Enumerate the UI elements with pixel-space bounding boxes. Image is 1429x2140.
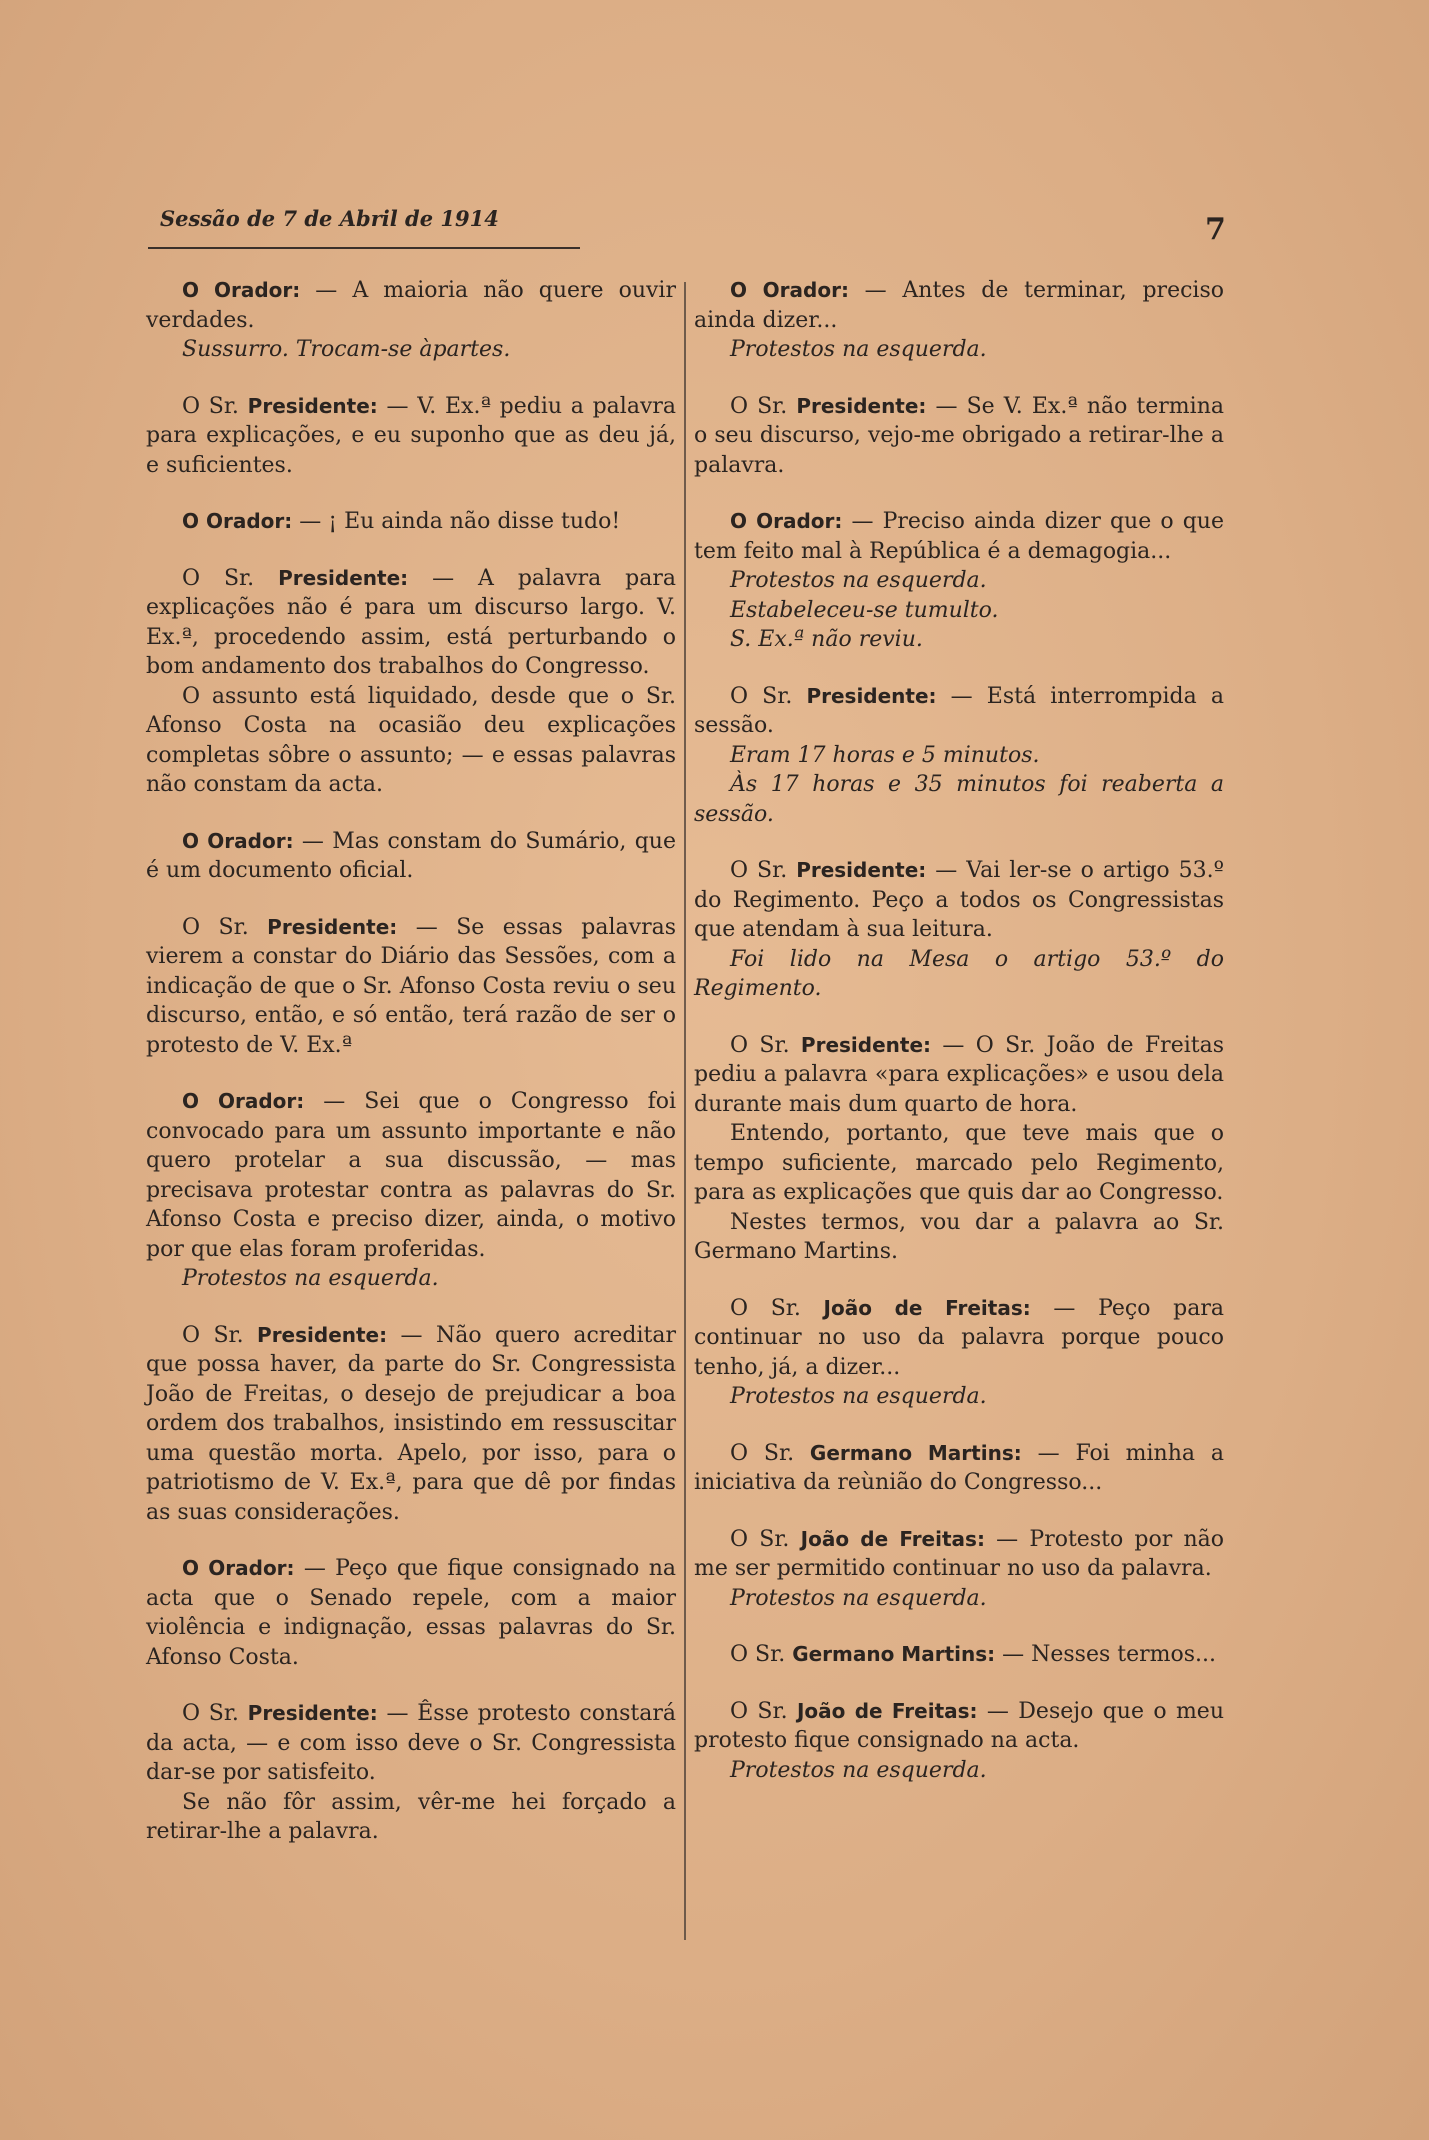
stage-direction: Protestos na esquerda. (730, 1757, 987, 1783)
speaker-name: Germano Martins: (792, 1642, 996, 1666)
speaker-name: Germano Martins: (809, 1440, 1022, 1465)
speech-text: — Foi minha a iniciativa da reùnião do Congresso... (694, 1440, 1224, 1495)
speech-paragraph (694, 276, 1224, 335)
speaker-prefix: O Sr. (182, 565, 279, 591)
speech-paragraph (146, 1321, 676, 1528)
stage-direction: Foi lido na Mesa o artigo 53.º do Regimento. (694, 946, 1224, 1001)
stage-direction: S. Ex.ª não reviu. (730, 627, 923, 652)
speaker-prefix: O Sr. (182, 1701, 248, 1726)
speaker-prefix: O Sr. (730, 1698, 797, 1724)
column-divider (684, 282, 686, 1940)
speaker-prefix: O Sr. (730, 683, 807, 709)
speaker-prefix: O Sr. (730, 1032, 801, 1058)
speaker-name: Presidente: (247, 1701, 378, 1725)
speech-text: Nestes termos, vou dar a palavra ao Sr. Germano Martins. (694, 1209, 1224, 1264)
speech-text: — Nesses termos... (995, 1642, 1217, 1667)
speech-paragraph (694, 1525, 1224, 1584)
stage-direction: Às 17 horas e 35 minutos foi reaberta a sessão. (694, 772, 1224, 827)
speech-paragraph (146, 1699, 676, 1788)
speech-paragraph (146, 507, 676, 537)
speaker-name: O Orador: (182, 828, 294, 853)
stage-direction: Estabeleceu-se tumulto. (730, 597, 999, 623)
stage-direction: Protestos na esquerda. (182, 1266, 439, 1291)
session-header: Sessão de 7 de Abril de 1914 (160, 206, 499, 231)
speaker-prefix: O Sr. (730, 393, 797, 419)
speech-paragraph (146, 682, 676, 800)
speaker-prefix: O Sr. (182, 393, 248, 419)
speech-paragraph (146, 827, 676, 886)
stage-direction: Sussurro. Trocam-se àpartes. (182, 337, 511, 362)
speech-text: — Mas constam do Sumário, que é um documento oficial. (146, 828, 676, 883)
speech-paragraph (694, 507, 1224, 566)
speech-text: Se não fôr assim, vêr-me hei forçado a retirar-lhe a palavra. (146, 1789, 676, 1844)
speaker-prefix: O Sr. (182, 1322, 258, 1348)
speech-text: — ¡ Eu ainda não disse tudo! (292, 509, 621, 534)
speech-text: — Peço para continuar no uso da palavra porque pouco tenho, já, a dizer... (694, 1295, 1224, 1380)
speech-text: Entendo, portanto, que teve mais que o tempo suficiente, marcado pelo Regimento, para as explicações que quis dar ao Congresso. (694, 1121, 1224, 1205)
speech-paragraph (694, 1294, 1224, 1383)
speech-text: — Se V. Ex.ª não termina o seu discurso, vejo-me obrigado a retirar-lhe a palavra. (694, 393, 1224, 478)
speech-paragraph (146, 913, 676, 1061)
speaker-name: O Orador: (182, 278, 301, 302)
speech-text: O assunto está liquidado, desde que o Sr. Afonso Costa na ocasião deu explicações completas sôbre o assunto; — e essas palavras não constam da acta. (146, 683, 676, 797)
speech-text: — Está interrompida a sessão. (694, 683, 1224, 738)
speech-paragraph (694, 1119, 1224, 1208)
speech-text: — Antes de terminar, preciso ainda dizer... (694, 278, 1224, 333)
speaker-name: Presidente: (796, 393, 927, 418)
speech-text: — Desejo que o meu protesto fique consignado na acta. (694, 1698, 1224, 1753)
speaker-prefix: O Sr. (730, 1526, 801, 1552)
stage-direction: Eram 17 horas e 5 minutos. (730, 742, 1040, 768)
speech-paragraph (694, 1697, 1224, 1756)
left-column (146, 276, 676, 1874)
speech-paragraph (694, 392, 1224, 481)
speech-text: — V. Ex.ª pediu a palavra para explicações, e eu suponho que as deu já, e suficientes. (146, 393, 677, 478)
speech-paragraph (146, 1788, 676, 1847)
speech-paragraph (694, 682, 1224, 741)
speaker-name: O Orador: (182, 1556, 295, 1580)
speech-paragraph (146, 392, 676, 481)
page-number: 7 (1205, 212, 1226, 247)
speech-paragraph (146, 1554, 676, 1672)
speaker-name: Presidente: (247, 393, 378, 418)
speaker-name: Presidente: (796, 858, 927, 882)
right-column (694, 276, 1224, 1785)
speaker-name: O Orador: (730, 509, 843, 533)
speaker-prefix: O Sr. (730, 1642, 793, 1667)
speech-text: — Êsse protesto constará da acta, — e com isso deve o Sr. Congressista dar-se por satisfeito. (146, 1701, 677, 1785)
stage-direction: Protestos na esquerda. (730, 1585, 987, 1611)
speaker-name: Presidente: (278, 565, 409, 590)
speech-paragraph (694, 1640, 1224, 1670)
speech-text: — Não quero acreditar que possa haver, da parte do Sr. Congressista João de Freitas, o desejo de prejudicar a boa ordem dos trabalhos, insistindo em ressuscitar uma questão morta. Apelo, por isso, para o patriotismo de V. Ex.ª, para que dê por findas as suas considerações. (146, 1322, 676, 1525)
speaker-name: Presidente: (806, 683, 937, 708)
speech-text: — A maioria não quere ouvir verdades. (146, 278, 676, 333)
speech-text: — Vai ler-se o artigo 53.º do Regimento. Peço a todos os Congressistas que atendam à sua leitura. (694, 858, 1224, 942)
speaker-name: João de Freitas: (800, 1526, 985, 1551)
speaker-prefix: O Sr. (182, 914, 268, 940)
speaker-name: Presidente: (267, 914, 398, 939)
stage-direction: Protestos na esquerda. (730, 568, 987, 593)
speech-text: — A palavra para explicações não é para um discurso largo. V. Ex.ª, procedendo assim, está perturbando o bom andamento dos trabalhos do Congresso. (146, 565, 677, 679)
speaker-name: O Orador: (730, 278, 849, 302)
speech-paragraph (694, 1208, 1224, 1267)
speech-text: — Protesto por não me ser permitido continuar no uso da palavra. (694, 1526, 1224, 1581)
stage-direction: Protestos na esquerda. (730, 337, 987, 362)
speaker-name: Presidente: (800, 1032, 932, 1057)
speech-paragraph (694, 1031, 1224, 1120)
speech-text: — Peço que fique consignado na acta que o Senado repele, com a maior violência e indignação, essas palavras do Sr. Afonso Costa. (146, 1556, 677, 1670)
speaker-prefix: O Sr. (730, 1295, 824, 1321)
speech-text: — O Sr. João de Freitas pediu a palavra «para explicações» e usou dela durante mais dum quarto de hora. (694, 1032, 1224, 1117)
speaker-name: João de Freitas: (823, 1295, 1031, 1320)
speech-paragraph (146, 1087, 676, 1264)
speech-paragraph (146, 564, 676, 682)
speech-paragraph (146, 276, 676, 335)
speech-text: — Preciso ainda dizer que o que tem feito mal à República é a demagogia... (694, 509, 1224, 564)
speech-text: — Se essas palavras vierem a constar do Diário das Sessões, com a indicação de que o Sr. Afonso Costa reviu o seu discurso, então, e só então, terá razão de ser o protesto de V. Ex.ª (146, 914, 676, 1058)
speaker-prefix: O Sr. (730, 1440, 810, 1466)
speech-text: — Sei que o Congresso foi convocado para um assunto importante e não quero protelar a sua discussão, — mas precisava protestar contra as palavras do Sr. Afonso Costa e preciso dizer, ainda, o motivo por que elas foram proferidas. (146, 1089, 676, 1262)
speaker-name: O Orador: (182, 509, 293, 533)
speaker-name: O Orador: (182, 1089, 305, 1113)
speaker-name: Presidente: (257, 1322, 388, 1347)
speech-paragraph (694, 856, 1224, 945)
speaker-name: João de Freitas: (796, 1698, 978, 1723)
stage-direction: Protestos na esquerda. (730, 1384, 987, 1409)
header-rule (148, 247, 580, 249)
speech-paragraph (694, 1439, 1224, 1498)
speaker-prefix: O Sr. (730, 858, 797, 883)
